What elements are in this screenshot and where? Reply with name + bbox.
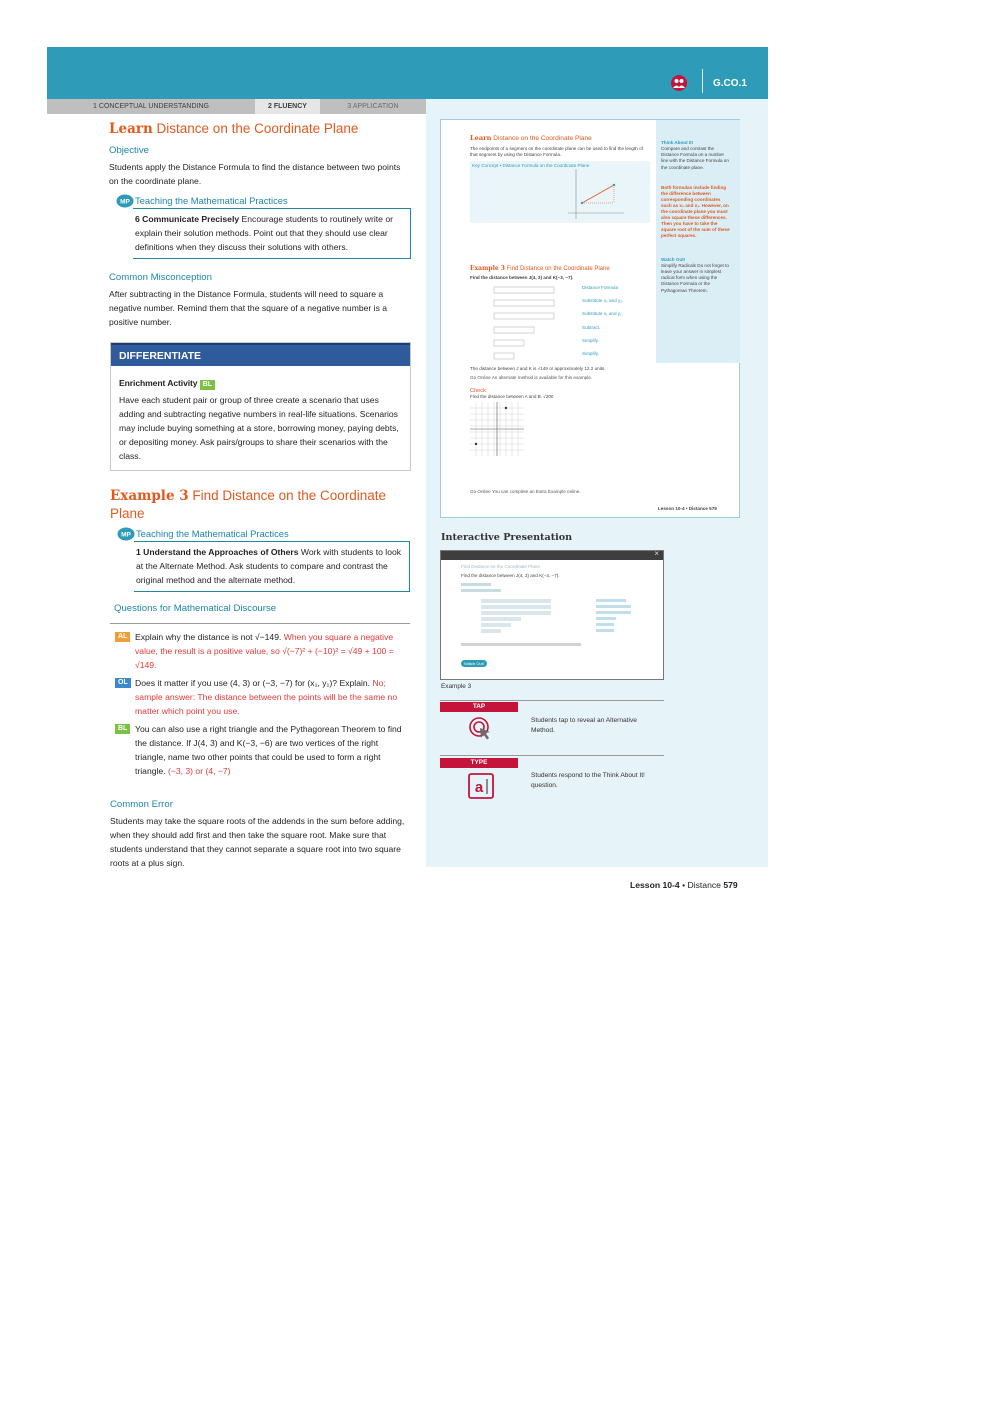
example3-notes <box>110 487 410 870</box>
screen-work <box>461 583 645 655</box>
svg-text:MP: MP <box>120 198 130 206</box>
thumb-watch-title: Watch Out! <box>661 256 686 262</box>
page-footer <box>630 880 738 890</box>
thumb-go-online-1: Go Online An alternate method is available for this example. <box>470 374 593 380</box>
mp-frame-2 <box>134 541 410 592</box>
thumb-intro: The endpoints of a segment on the coordinate plane can be used to find the length of that segment by using the Distance Formula. <box>470 146 643 158</box>
type-icon <box>468 773 494 799</box>
bl-badge: BL <box>200 380 215 390</box>
thumb-check-text: Find the distance between A and B. √200 <box>470 394 554 400</box>
interactive-caption: Example 3 <box>441 683 472 690</box>
thumb-step-3: Substitute x₁ and y₁. <box>582 310 623 316</box>
interactive-screenshot[interactable] <box>440 550 664 680</box>
learn-word: Learn <box>109 121 153 137</box>
question-text: Does it matter if you use (4, 3) or (−3, −7) for (x₁, y₁)? Explain. <box>135 678 371 688</box>
thumb-check-heading: Check <box>470 388 486 395</box>
thumb-think-title: Think About It! <box>661 140 694 145</box>
thumb-example-title: Find Distance on the Coordinate Plane <box>506 266 610 273</box>
thumb-step-5: Simplify. <box>582 337 600 343</box>
mp-heading: Teaching the Mathematical Practices <box>135 195 288 206</box>
footer-bullet: • <box>682 880 688 890</box>
mp-text-2: Work with students to look at the Alternate Method. Ask students to compare and contrast the original method and the alternate method. <box>136 547 402 585</box>
learn-title: Distance on the Coordinate Plane <box>156 121 359 136</box>
thumb-learn-word: Learn <box>470 134 492 142</box>
close-icon[interactable]: × <box>654 549 659 558</box>
mathematical-practices-icon <box>117 527 135 541</box>
thumb-watch-text: Simplify Radicals Do not forget to leave your answer in simplest radical form when using the Distance Formula or the Pythagorean Theorem. <box>661 262 729 293</box>
mp-text: Encourage students to routinely write or explain their solution methods. Point out that they should use clear definitions when they discuss their solutions with others. <box>135 214 393 252</box>
thumb-check-grid <box>470 402 524 456</box>
thumb-think-text: Compare and contrast the Distance Formula on a number line with the Distance Formula on the coordinate plane. <box>661 146 729 170</box>
screen-prompt: Find the distance between J(4, 3) and K(−3, −7). <box>461 573 560 579</box>
header-banner <box>47 47 768 99</box>
common-error-heading: Common Error <box>110 799 173 810</box>
question-text: Explain why the distance is not √−149. <box>135 632 282 642</box>
mathematical-practices-icon <box>116 194 134 208</box>
screen-titlebar <box>441 551 663 560</box>
mp-heading-2: Teaching the Mathematical Practices <box>136 528 289 539</box>
thumb-example-heading <box>470 265 650 272</box>
footer-lesson: Lesson 10-4 <box>630 880 680 890</box>
thumb-example-word: Example 3 <box>470 265 505 273</box>
svg-text:a: a <box>474 779 484 796</box>
differentiate-body <box>111 366 410 463</box>
thumb-step-4: Subtract. <box>582 324 601 330</box>
key-concept-title: Key Concept • Distance Formula on the Coordinate Plane <box>472 163 590 169</box>
example3-heading <box>110 487 410 522</box>
answer-text: No; sample answer: The distance between the points will be the same no matter which point you use. <box>135 678 398 716</box>
lesson-tabs <box>47 99 426 114</box>
example3-word: Example 3 <box>110 488 189 504</box>
activity-divider <box>440 700 664 701</box>
answer-text: When you square a negative value, the result is a positive value, so √(−7)² + (−10)² = √49 + 100 = √149. <box>135 632 394 670</box>
interactive-heading: Interactive Presentation <box>441 532 573 543</box>
question-bl <box>110 722 410 778</box>
enrichment-text: Have each student pair or group of three create a scenario that uses adding and subtracting negative numbers in real-life situations. Scenarios may include buying something at a store, borrowing money, paying debts, or depositing money. Ask pairs/groups to share their scenarios with the class. <box>119 395 399 461</box>
thumb-work-lines <box>478 286 568 364</box>
mp-practice: 6 Communicate Precisely <box>135 214 240 224</box>
objective-text: Students apply the Distance Formula to find the distance between two points on the coordinate plane. <box>109 162 401 186</box>
enrichment-title: Enrichment Activity <box>119 378 198 388</box>
thumb-step-6: Simplify. <box>582 350 600 356</box>
mp-box-6 <box>109 194 411 259</box>
question-text: You can also use a right triangle and the Pythagorean Theorem to find the distance. If J(4, 3) and K(−3, −6) are two vertices of the right triangle, name two other points that could be used to form a right triangle. <box>135 724 402 776</box>
mp-practice-2: 1 Understand the Approaches of Others <box>136 547 299 557</box>
al-badge: AL <box>115 632 130 642</box>
objective-heading: Objective <box>109 145 149 156</box>
learn-heading <box>109 120 411 138</box>
misconception-heading: Common Misconception <box>109 272 212 283</box>
thumb-learn-heading <box>470 134 650 142</box>
thumb-step-2: Substitute x₂ and y₂. <box>582 297 624 303</box>
mp-frame <box>133 208 411 259</box>
thumb-steps <box>470 284 650 366</box>
standard-code: G.CO.1 <box>713 78 747 89</box>
bl-badge: BL <box>115 724 130 734</box>
differentiate-box <box>110 342 411 471</box>
header-divider <box>702 69 703 93</box>
thumb-content <box>470 134 650 495</box>
key-concept-graph <box>568 169 624 219</box>
teacher-notes <box>109 120 411 329</box>
thumb-page-label: Lesson 10-4 • Distance 579 <box>658 506 717 511</box>
screen-body <box>441 560 663 671</box>
tap-icon <box>468 716 494 742</box>
questions-list <box>110 623 410 778</box>
svg-text:MP: MP <box>121 531 131 539</box>
tab-application[interactable]: 3 APPLICATION <box>347 103 399 110</box>
questions-heading: Questions for Mathematical Discourse <box>114 603 277 614</box>
question-al <box>110 630 410 672</box>
thumb-learn-title: Distance on the Coordinate Plane <box>493 135 592 142</box>
tab-conceptual[interactable]: 1 CONCEPTUAL UNDERSTANDING <box>93 103 209 110</box>
footer-topic: Distance <box>687 880 721 890</box>
thumb-sidebar-content <box>661 140 731 294</box>
answer-text: (−3, 3) or (4, −7) <box>167 766 231 776</box>
differentiate-heading: DIFFERENTIATE <box>111 343 410 366</box>
activity-divider <box>440 755 664 756</box>
thumb-step-1: Distance Formula <box>582 284 618 290</box>
tab-fluency[interactable]: 2 FLUENCY <box>255 99 320 114</box>
example3-title: Find Distance on the Coordinate Plane <box>110 488 387 521</box>
tap-text: Students tap to reveal an Alternative Method. <box>531 717 637 734</box>
thumb-go-online-2: Go Online You can complete an Extra Example online. <box>470 489 581 495</box>
thumb-conclusion: The distance between J and K is √149 or approximately 12.2 units. <box>470 365 606 371</box>
misconception-text: After subtracting in the Distance Formula, students will need to square a negative number. Remind them that the square of a negative number is a positive number. <box>109 289 388 327</box>
ol-badge: OL <box>115 678 131 688</box>
screen-title: Find Distance on the Coordinate Plane <box>461 564 540 569</box>
thumb-think-answer: Both formulas include finding the difference between corresponding coordinates such as x₂ and x₁. However, on the coordinate plane you must also square these differences. Then you have to take the square root of the sum of these perfect squares. <box>661 184 730 238</box>
mp-box-1 <box>110 527 410 592</box>
watch-out-button[interactable]: Watch Out! <box>461 660 487 667</box>
common-error-text: Students may take the square roots of the addends in the sum before adding, when they should add first and then take the square root. Make sure that students understand that they cannot separate a square root into two square roots at a plus sign. <box>110 816 405 868</box>
people-icon <box>670 75 688 91</box>
question-ol <box>110 676 410 718</box>
footer-page: 579 <box>723 880 738 890</box>
type-text: Students respond to the Think About It! question. <box>531 772 645 789</box>
key-concept-box <box>470 161 650 223</box>
thumb-prompt: Find the distance between J(4, 3) and K(−3, −7). <box>470 275 574 281</box>
tap-tag: TAP <box>440 702 518 712</box>
type-tag: TYPE <box>440 758 518 768</box>
enrichment-title-row <box>119 376 402 390</box>
